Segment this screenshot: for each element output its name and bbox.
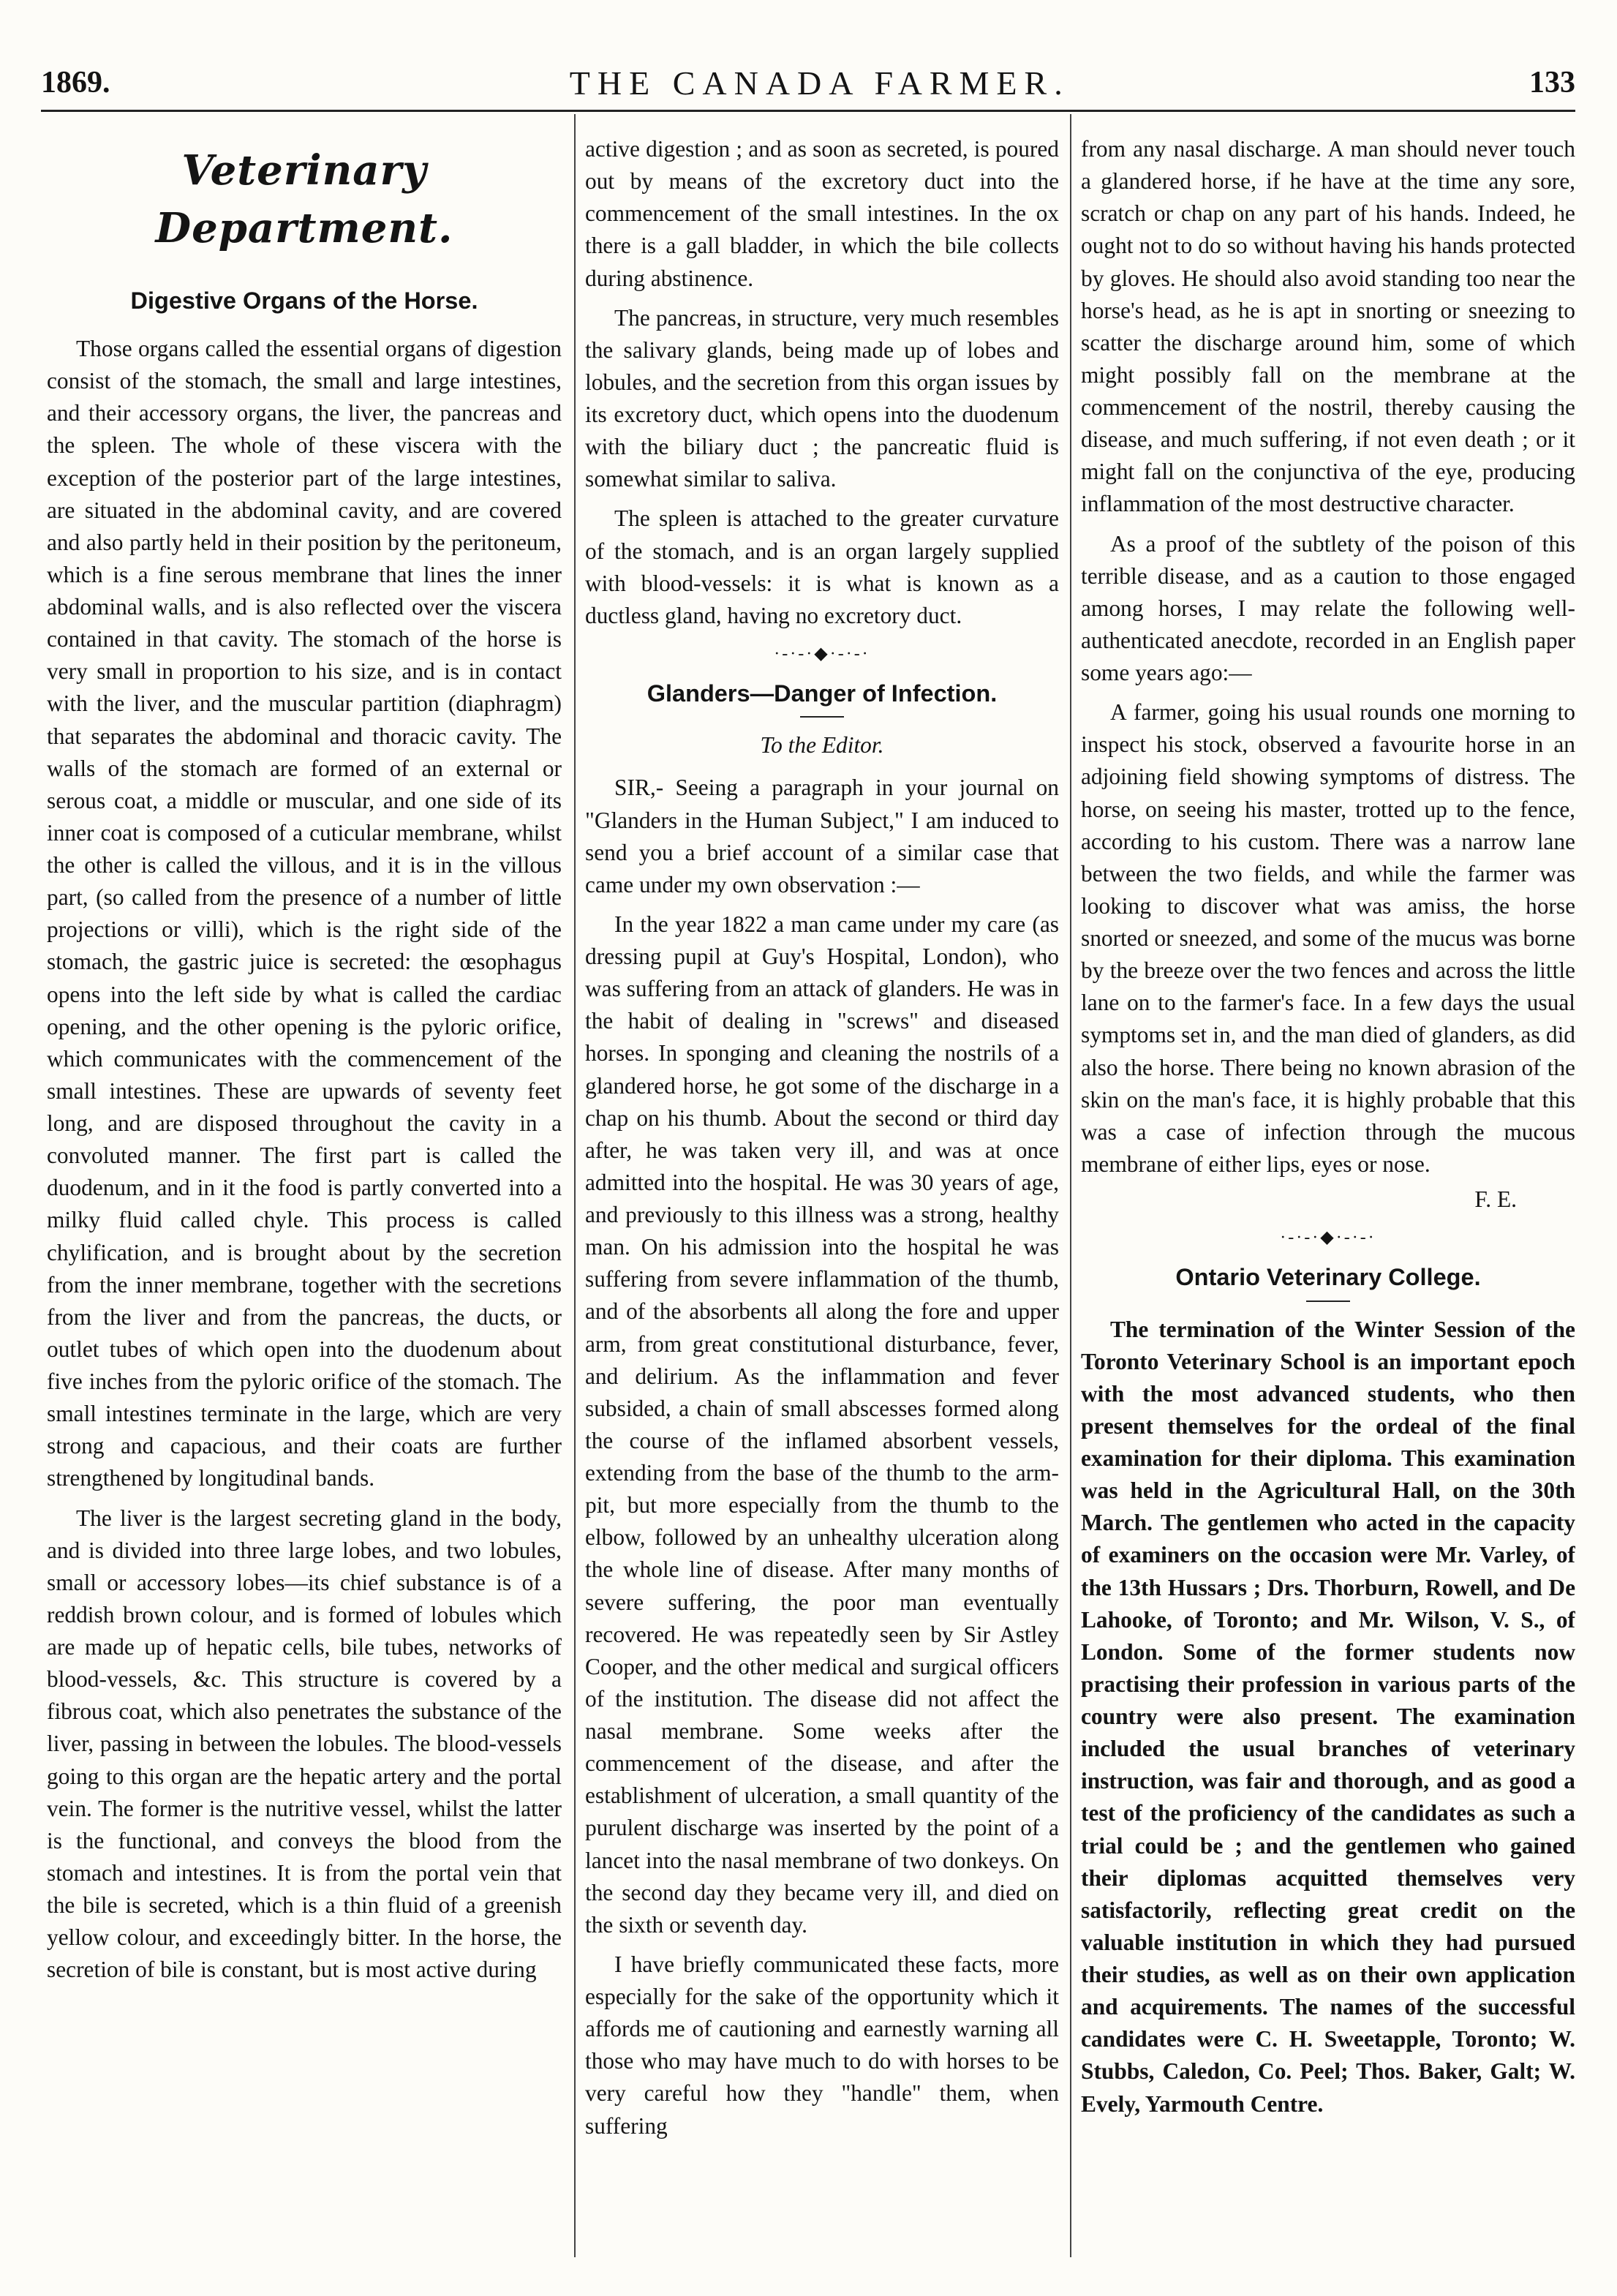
page-header <box>41 57 1575 108</box>
article-paragraph: As a proof of the subtlety of the poison of this terrible disease, and as a caution to those engaged among horses, I may relate the following well-authenticated anecdote, recorded in an English paper some years ago:— <box>1081 530 1575 685</box>
column-2 <box>585 133 1059 2254</box>
title-underline <box>800 716 844 718</box>
article-title: Ontario Veterinary College. <box>1175 1263 1481 1290</box>
department-heading: Veterinary Department. <box>155 146 453 252</box>
author-signature: F. E. <box>1474 1186 1517 1212</box>
column-rule <box>574 114 576 2257</box>
article-paragraph: The liver is the largest secreting gland in the body, and is divided into three large lobes, and two lobules, small or accessory lobes—its chief substance is of a reddish brown colour, and is formed of lobules which are made up of hepatic cells, bile tubes, networks of blood-vessels, &c. This structure is covered by a fibrous coat, which also penetrates the substance of the liver, passing in between the lobules. The blood-vessels going to this organ are the hepatic artery and the portal vein. The former is the nutritive vessel, whilst the latter is the functional, and conveys the blood from the stomach and intestines. It is from the portal vein that the bile is secreted, which is a thin fluid of a greenish yellow colour, and exceedingly bitter. In the horse, the secretion of bile is constant, but is most active during <box>47 1505 562 1983</box>
column-1 <box>47 133 562 2254</box>
section-separator: ·-·-·◆·-·-· <box>1280 1228 1376 1248</box>
section-separator: ·-·-·◆·-·-· <box>774 644 870 663</box>
column-rule <box>1070 114 1071 2257</box>
article-paragraph: Those organs called the essential organs of digestion consist of the stomach, the small and large intestines, and their accessory organs, the liver, the pancreas and the spleen. The whole of these viscera with the exception of the posterior part of the large intestines, are situated in the abdominal cavity, and are covered and also partly held in their position by the peritoneum, which is a fine serous membrane that lines the inner abdominal walls, and is also reflected over the viscera contained in that cavity. The stomach of the horse is very small in proportion to his size, and is in contact with the liver, and the muscular partition (diaphragm) that separates the abdominal and thoracic cavity. The walls of the stomach are formed of an external or serous coat, a middle or muscular, and one side of its inner coat is composed of a cuticular membrane, whilst the other is called the villous, and it is in the villous part, (so called from the presence of a number of little projections or villi), which is the right side of the stomach, the gastric juice is secreted: the œsophagus opens into the left side by what is called the cardiac opening, and the other opening is the pyloric orifice, which communicates with the commencement of the small intestines. These are upwards of seventy feet long, and are disposed throughout the cavity in a convoluted manner. The first part is called the duodenum, and in it the food is partly converted into a milky fluid called chyle. This process is called chylification, and is brought about by the secretion from the inner membrane, together with the secretions from the liver and from the pancreas, the ducts, or outlet tubes of which open into the duodenum about five inches from the pyloric orifice of the stomach. The small intestines terminate in the large, which are very strong and capacious, and their coats are further strengthened by longitudinal bands. <box>47 336 562 1491</box>
title-underline <box>1306 1301 1350 1302</box>
article-title: Glanders—Danger of Infection. <box>647 680 998 707</box>
page-number: 133 <box>1529 66 1575 99</box>
article-paragraph: The pancreas, in structure, very much resembles the salivary glands, being made up of lobes and lobules, and the secretion from this organ issues by its excretory duct, which opens into the duodenum with the biliary duct ; the pancreatic fluid is somewhat similar to saliva. <box>585 304 1059 492</box>
article-paragraph: SIR,- Seeing a paragraph in your journal on "Glanders in the Human Subject," I am induced to send you a brief account of a similar case that came under my own observation :— <box>585 775 1059 897</box>
article-paragraph: active digestion ; and as soon as secreted, is poured out by means of the excretory duct into the commencement of the small intestines. In the ox there is a gall bladder, in which the bile collects during abstinence. <box>585 136 1059 291</box>
column-3 <box>1081 133 1575 2254</box>
article-paragraph: In the year 1822 a man came under my care (as dressing pupil at Guy's Hospital, London), who was suffering from an attack of glanders. He was in the habit of dealing in "screws" and diseased horses. In sponging and cleaning the nostrils of a glandered horse, he got some of the discharge in a chap on his thumb. About the second or third day after, he was taken very ill, and was at once admitted into the hospital. He was 30 years of age, and previously to this illness was a strong, healthy man. On his admission into the hospital he was suffering from severe inflammation of the thumb, and of the absorbents all along the fore and upper arm, from great constitutional disturbance, fever, and delirium. As the inflammation and fever subsided, a chain of small abscesses formed along the course of the inflamed absorbent vessels, extending from the base of the thumb to the arm-pit, but more especially from the thumb to the elbow, followed by an unhealthy ulceration along the whole line of disease. After many months of severe suffering, the poor man eventually recovered. He was repeatedly seen by Sir Astley Cooper, and the other medical and surgical officers of the institution. The disease did not affect the nasal membrane. Some weeks after the commencement of the disease, and after the establishment of ulceration, a small quantity of the purulent discharge was inserted by the point of a lancet into the nasal membrane of two donkeys. On the second day they became very ill, and died on the sixth or seventh day. <box>585 911 1059 1938</box>
newspaper-title: THE CANADA FARMER. <box>569 64 1070 102</box>
article-title: Digestive Organs of the Horse. <box>130 287 478 315</box>
article-paragraph: from any nasal discharge. A man should never touch a glandered horse, if he have at the time any sore, scratch or chap on any part of his hands. Indeed, he ought not to do so without having his hands protected by gloves. He should also avoid standing too near the horse's head, as he is apt in snorting or sneezing to scatter the discharge around him, some of which might possibly fall on the membrane at the commencement of the nostril, thereby causing the disease, and much suffering, if not even death ; or it might fall on the conjunctiva of the eye, producing inflammation of the most destructive character. <box>1081 136 1575 517</box>
article-paragraph: I have briefly communicated these facts, more especially for the sake of the opportunity which it affords me of cautioning and earnestly warning all those who may have much to do with horses to be very careful how they "handle" them, when suffering <box>585 1951 1059 2139</box>
header-rule <box>41 110 1575 112</box>
article-paragraph: A farmer, going his usual rounds one morning to inspect his stock, observed a favourite horse in an adjoining field showing symptoms of distress. The horse, on seeing his master, trotted up to the fence, according to his custom. There was a narrow lane between the two fields, and while the farmer was looking to discover what was amiss, the horse snorted or sneezed, and some of the mucus was borne by the breeze over the two fences and across the little lane on to the farmer's face. In a few days the usual symptoms set in, and the man died of glanders, as did also the horse. There being no known abrasion of the skin on the man's face, it is highly probable that this was a case of infection through the mucous membrane of either lips, eyes or nose. <box>1081 699 1575 1177</box>
issue-year: 1869. <box>41 66 110 99</box>
letter-salutation: To the Editor. <box>760 732 884 759</box>
article-paragraph: The spleen is attached to the greater curvature of the stomach, and is an organ largely supplied with blood-vessels: it is what is known as a ductless gland, having no excretory duct. <box>585 505 1059 628</box>
article-paragraph: The termination of the Winter Session of the Toronto Veterinary School is an important epoch with the most advanced students, who then present themselves for the ordeal of the final examination for their diploma. This examination was held in the Agricultural Hall, on the 30th March. The gentlemen who acted in the capacity of examiners on the occasion were Mr. Varley, of the 13th Hussars ; Drs. Thorburn, Rowell, and De Lahooke, of Toronto; and Mr. Wilson, V. S., of London. Some of the former students now practising their profession in various parts of the country were also present. The examination included the usual branches of veterinary instruction, was fair and thorough, and as good a test of the proficiency of the candidates as such a trial could be ; and the gentlemen who gained their diplomas acquitted themselves very satisfactorily, reflecting great credit on the valuable institution in which they had pursued their studies, as well as on their own application and acquirements. The names of the successful candidates were C. H. Sweetapple, Toronto; W. Stubbs, Caledon, Co. Peel; Thos. Baker, Galt; W. Evely, Yarmouth Centre. <box>1081 1316 1575 2117</box>
